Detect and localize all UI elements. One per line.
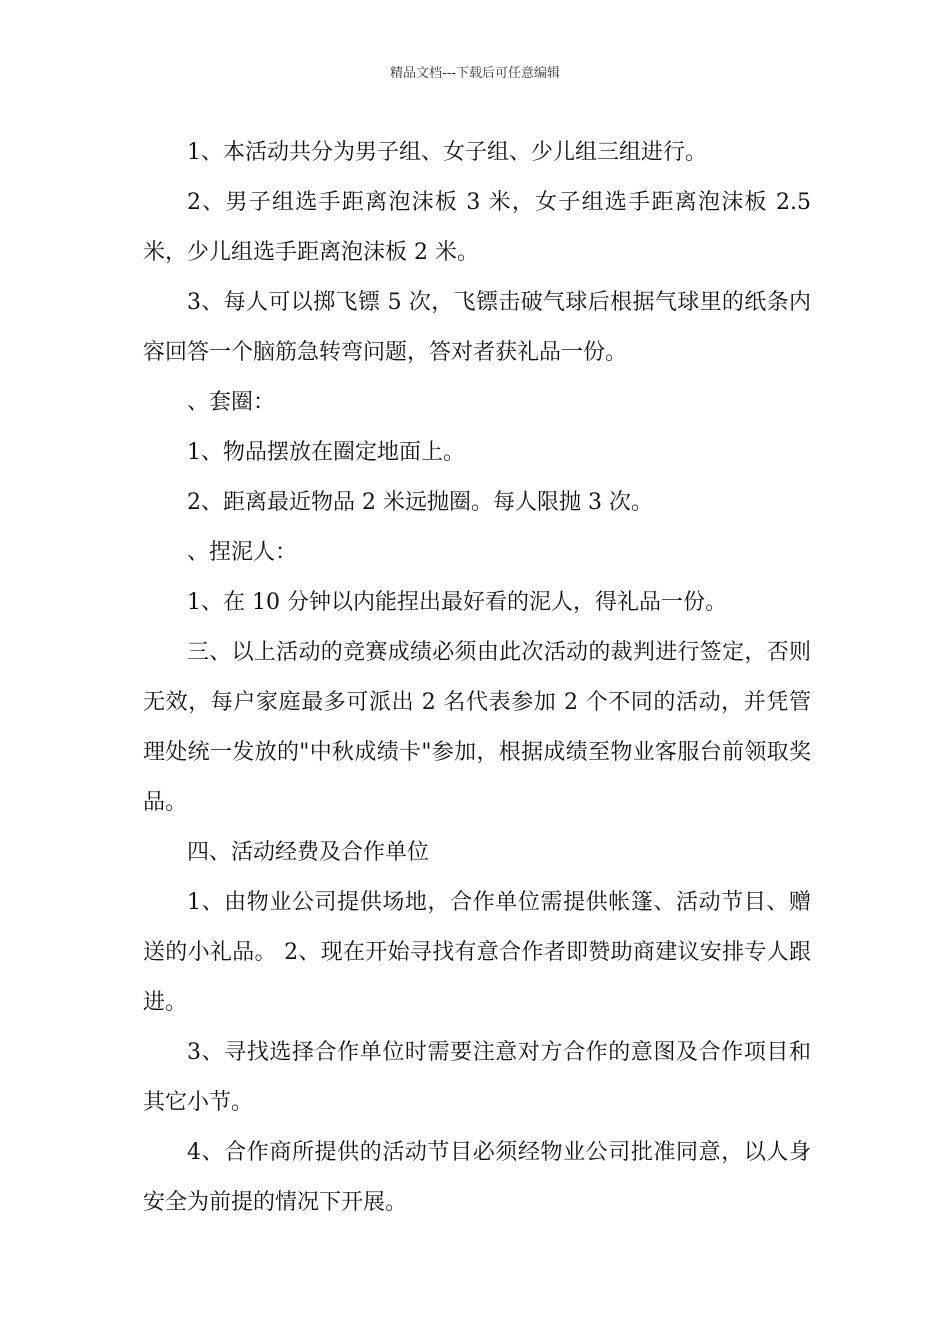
rule-darts: 3、每人可以掷飞镖 5 次，飞镖击破气球后根据气球里的纸条内容回答一个脑筋急转弯问题，答对者获礼品一份。	[143, 290, 811, 365]
funding-item-1-2: 1、由物业公司提供场地，合作单位需提供帐篷、活动节目、赠送的小礼品。 2、现在开始寻找有意合作者即赞助商建议安排专人跟进。	[143, 890, 811, 1015]
section-three-results: 三、以上活动的竞赛成绩必须由此次活动的裁判进行签定，否则无效，每户家庭最多可派出 2 名代表参加 2 个不同的活动，并凭管理处统一发放的"中秋成绩卡"参加，根据成绩至物业客服台前领取奖品。	[143, 640, 811, 815]
funding-item-3: 3、寻找选择合作单位时需要注意对方合作的意图及合作项目和其它小节。	[143, 1040, 811, 1115]
ring-toss-rule-1: 1、物品摆放在圈定地面上。	[187, 440, 465, 465]
ring-toss-rule-2: 2、距离最近物品 2 米远抛圈。每人限抛 3 次。	[187, 490, 653, 515]
rule-group-division: 1、本活动共分为男子组、女子组、少儿组三组进行。	[187, 140, 707, 165]
clay-figure-rule-1: 1、在 10 分钟以内能捏出最好看的泥人，得礼品一份。	[187, 590, 727, 615]
rule-distance: 2、男子组选手距离泡沫板 3 米，女子组选手距离泡沫板 2.5 米，少儿组选手距离泡沫板 2 米。	[143, 190, 811, 265]
funding-item-4: 4、合作商所提供的活动节目必须经物业公司批准同意，以人身安全为前提的情况下开展。	[143, 1140, 811, 1215]
section-clay-figure: 、捏泥人：	[187, 540, 298, 565]
section-ring-toss: 、套圈：	[187, 390, 276, 415]
document-body	[143, 128, 811, 1228]
page-header: 精品文档---下载后可任意编辑	[389, 66, 561, 81]
section-four-heading: 四、活动经费及合作单位	[187, 840, 430, 865]
